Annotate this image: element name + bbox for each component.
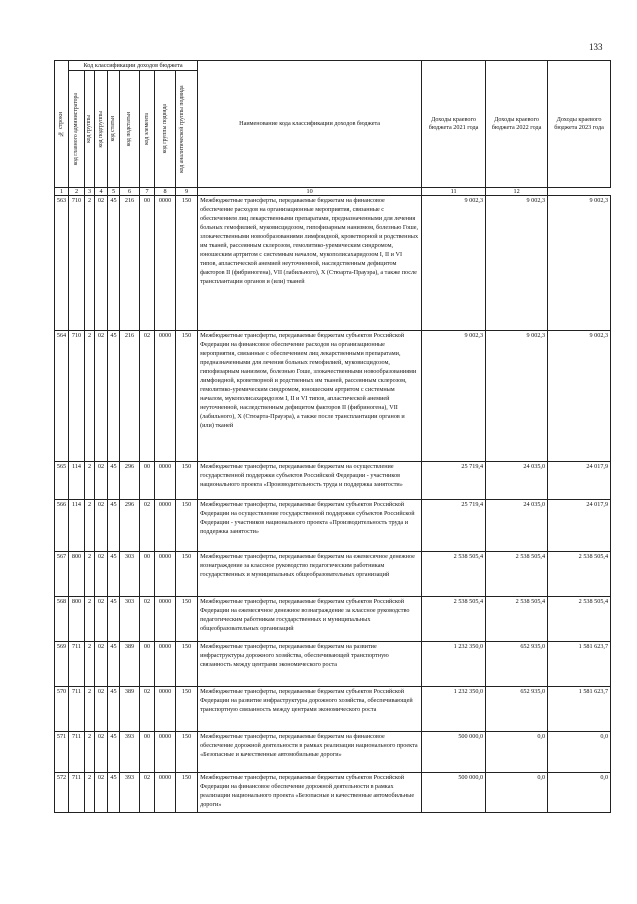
revenue-name: Межбюджетные трансферты, передаваемые бюджетам субъектов Российской Федерации на ежемесячное денежное вознаграждение за классное руководство педагогическим работникам государственных и муниципальных общеобразовательных организаций [198, 597, 422, 642]
amount-2022: 2 538 505,4 [486, 597, 548, 642]
revenue-name: Межбюджетные трансферты, передаваемые бюджетам на осуществление государственной поддержки субъектов Российской Федерации - участников национального проекта «Производительность труда и поддержка занятости» [198, 462, 422, 500]
code-article: 45 [108, 196, 120, 331]
code-subtype: 0000 [155, 687, 176, 732]
table-row [55, 732, 611, 773]
code-subgroup: 02 [95, 500, 108, 552]
code-group: 2 [85, 552, 95, 597]
revenue-table [54, 60, 611, 813]
code-admin: 114 [69, 462, 85, 500]
code-subtype: 0000 [155, 331, 176, 462]
code-analytic: 150 [176, 552, 198, 597]
amount-2022: 9 002,3 [486, 196, 548, 331]
code-subgroup: 02 [95, 642, 108, 687]
amount-2021: 9 002,3 [422, 331, 486, 462]
revenue-name: Межбюджетные трансферты, передаваемые бюджетам субъектов Российской Федерации на финансовое обеспечение дорожной деятельности в рамках реализации национального проекта «Безопасные и качественные автомобильные дороги» [198, 773, 422, 813]
code-subtype: 0000 [155, 552, 176, 597]
code-subarticle: 389 [120, 642, 140, 687]
header-row-no: № строки [55, 61, 69, 188]
table-row [55, 196, 611, 331]
amount-2021: 2 538 505,4 [422, 597, 486, 642]
header-code-col: код аналитической группы подвида [176, 71, 198, 188]
table-row [55, 500, 611, 552]
amount-2022: 2 538 505,4 [486, 552, 548, 597]
table-row [55, 331, 611, 462]
code-subtype: 0000 [155, 642, 176, 687]
code-subgroup: 02 [95, 773, 108, 813]
code-article: 45 [108, 552, 120, 597]
code-subtype: 0000 [155, 773, 176, 813]
code-article: 45 [108, 773, 120, 813]
code-admin: 710 [69, 196, 85, 331]
header-name: Наименование кода классификации доходов бюджета [198, 61, 422, 188]
amount-2022: 652 935,0 [486, 642, 548, 687]
code-group: 2 [85, 732, 95, 773]
header-code-col: код подстатьи [120, 71, 140, 188]
header-code-col: код группы подвида [155, 71, 176, 188]
code-analytic: 150 [176, 642, 198, 687]
code-admin: 800 [69, 597, 85, 642]
revenue-name: Межбюджетные трансферты, передаваемые бюджетам на финансовое обеспечение дорожной деятельности в рамках реализации национального проекта «Безопасные и качественные автомобильные дороги» [198, 732, 422, 773]
amount-2023: 24 017,9 [548, 500, 611, 552]
row-number: 565 [55, 462, 69, 500]
row-number: 570 [55, 687, 69, 732]
code-article: 45 [108, 687, 120, 732]
code-element: 00 [140, 732, 155, 773]
header-code-group: Код классификации доходов бюджета [69, 61, 198, 71]
table-row [55, 642, 611, 687]
code-subarticle: 303 [120, 597, 140, 642]
amount-2023: 0,0 [548, 773, 611, 813]
amount-2021: 25 719,4 [422, 500, 486, 552]
revenue-name: Межбюджетные трансферты, передаваемые бюджетам на развитие инфраструктуры дорожного хозяйства, обеспечивающей транспортную связанность между центрами экономического роста [198, 642, 422, 687]
amount-2023: 2 538 505,4 [548, 552, 611, 597]
amount-2023: 24 017,9 [548, 462, 611, 500]
code-group: 2 [85, 597, 95, 642]
row-number: 567 [55, 552, 69, 597]
code-element: 02 [140, 687, 155, 732]
code-analytic: 150 [176, 597, 198, 642]
code-article: 45 [108, 331, 120, 462]
amount-2021: 9 002,3 [422, 196, 486, 331]
code-admin: 711 [69, 687, 85, 732]
code-admin: 711 [69, 773, 85, 813]
code-analytic: 150 [176, 732, 198, 773]
header-code-col: код группы [85, 71, 95, 188]
code-admin: 711 [69, 642, 85, 687]
amount-2021: 1 232 350,0 [422, 642, 486, 687]
code-subtype: 0000 [155, 462, 176, 500]
code-element: 00 [140, 196, 155, 331]
code-subgroup: 02 [95, 687, 108, 732]
code-article: 45 [108, 500, 120, 552]
code-subgroup: 02 [95, 462, 108, 500]
revenue-name: Межбюджетные трансферты, передаваемые бюджетам субъектов Российской Федерации на развитие инфраструктуры дорожного хозяйства, обеспечивающей транспортную связанность между центрами экономического роста [198, 687, 422, 732]
header-year-2022: Доходы краевого бюджета 2022 года [486, 61, 548, 188]
code-article: 45 [108, 642, 120, 687]
code-group: 2 [85, 500, 95, 552]
code-subarticle: 296 [120, 462, 140, 500]
code-subarticle: 296 [120, 500, 140, 552]
code-element: 02 [140, 597, 155, 642]
amount-2023: 2 538 505,4 [548, 597, 611, 642]
amount-2021: 2 538 505,4 [422, 552, 486, 597]
amount-2022: 9 002,3 [486, 331, 548, 462]
revenue-name: Межбюджетные трансферты, передаваемые бюджетам на финансовое обеспечение расходов на организационные мероприятия, связанные с обеспечением лиц лекарственными препаратами, предназначенными для лечения больных гемофилией, муковисцидозом, гипофизарным нанизмом, болезнью Гоше, злокачественными новообразованиями лимфоидной, кроветворной и родственных им тканей, рассеянным склерозом, гемолитико-уремическим синдромом, юношеским артритом с системным началом, мукополисахаридозом I, II и VI типов, апластической анемией неуточненной, наследственным дефицитом факторов II (фибриногена), VII (лабильного), X (Стюарта-Прауэра), а также после трансплантации органов и (или) тканей [198, 196, 422, 331]
amount-2022: 0,0 [486, 773, 548, 813]
code-analytic: 150 [176, 196, 198, 331]
code-article: 45 [108, 732, 120, 773]
amount-2022: 0,0 [486, 732, 548, 773]
code-element: 00 [140, 642, 155, 687]
amount-2022: 652 935,0 [486, 687, 548, 732]
code-group: 2 [85, 462, 95, 500]
code-admin: 800 [69, 552, 85, 597]
revenue-name: Межбюджетные трансферты, передаваемые бюджетам на ежемесячное денежное вознаграждение за классное руководство педагогическим работникам государственных и муниципальных общеобразовательных организаций [198, 552, 422, 597]
amount-2022: 24 035,0 [486, 462, 548, 500]
code-subarticle: 393 [120, 773, 140, 813]
amount-2023: 9 002,3 [548, 196, 611, 331]
row-number: 568 [55, 597, 69, 642]
code-element: 00 [140, 552, 155, 597]
code-group: 2 [85, 331, 95, 462]
code-element: 02 [140, 500, 155, 552]
row-number: 563 [55, 196, 69, 331]
header-code-col: код элемента [140, 71, 155, 188]
code-subtype: 0000 [155, 732, 176, 773]
code-article: 45 [108, 462, 120, 500]
table-row [55, 462, 611, 500]
page-number: 133 [589, 42, 603, 52]
header-code-col: код главного администратора [69, 71, 85, 188]
amount-2022: 24 035,0 [486, 500, 548, 552]
code-element: 02 [140, 773, 155, 813]
amount-2023: 9 002,3 [548, 331, 611, 462]
code-subgroup: 02 [95, 196, 108, 331]
header-year-2021: Доходы краевого бюджета 2021 года [422, 61, 486, 188]
code-analytic: 150 [176, 331, 198, 462]
code-subtype: 0000 [155, 500, 176, 552]
header-code-col: код статьи [108, 71, 120, 188]
code-element: 00 [140, 462, 155, 500]
code-group: 2 [85, 196, 95, 331]
code-subgroup: 02 [95, 552, 108, 597]
code-subtype: 0000 [155, 196, 176, 331]
amount-2021: 1 232 350,0 [422, 687, 486, 732]
code-subarticle: 216 [120, 196, 140, 331]
code-admin: 710 [69, 331, 85, 462]
amount-2023: 1 581 623,7 [548, 642, 611, 687]
code-admin: 114 [69, 500, 85, 552]
amount-2021: 25 719,4 [422, 462, 486, 500]
table-row [55, 552, 611, 597]
row-number: 569 [55, 642, 69, 687]
revenue-name: Межбюджетные трансферты, передаваемые бюджетам субъектов Российской Федерации на финансовое обеспечение расходов на организационные мероприятия, связанные с обеспечением лиц лекарственными препаратами, предназначенными для лечения больных гемофилией, муковисцидозом, гипофизарным нанизмом, болезнью Гоше, злокачественными новообразованиями лимфоидной, кроветворной и родственных им тканей, рассеянным склерозом, гемолитико-уремическим синдромом, юношеским артритом с системным началом, мукополисахаридозом I, II и VI типов, апластической анемией неуточненной, наследственным дефицитом факторов II (фибриногена), VII (лабильного), X (Стюарта-Прауэра), а также после трансплантации органов и (или) тканей [198, 331, 422, 462]
code-analytic: 150 [176, 500, 198, 552]
code-subgroup: 02 [95, 732, 108, 773]
table-row [55, 773, 611, 813]
revenue-name: Межбюджетные трансферты, передаваемые бюджетам субъектов Российской Федерации на осуществление государственной поддержки субъектов Российской Федерации - участников национального проекта «Производительность труда и поддержка занятости» [198, 500, 422, 552]
code-group: 2 [85, 642, 95, 687]
code-group: 2 [85, 773, 95, 813]
amount-2023: 1 581 623,7 [548, 687, 611, 732]
amount-2021: 500 000,0 [422, 732, 486, 773]
code-subarticle: 216 [120, 331, 140, 462]
code-subarticle: 303 [120, 552, 140, 597]
code-admin: 711 [69, 732, 85, 773]
code-subgroup: 02 [95, 597, 108, 642]
code-subarticle: 393 [120, 732, 140, 773]
row-number: 572 [55, 773, 69, 813]
code-subgroup: 02 [95, 331, 108, 462]
amount-2023: 0,0 [548, 732, 611, 773]
row-number: 566 [55, 500, 69, 552]
table-row [55, 597, 611, 642]
column-number-row: 1 2 3 4 5 6 7 8 9 10 11 12 [55, 188, 611, 196]
code-analytic: 150 [176, 687, 198, 732]
code-analytic: 150 [176, 773, 198, 813]
header-year-2023: Доходы краевого бюджета 2023 года [548, 61, 611, 188]
header-code-col: код подгруппы [95, 71, 108, 188]
code-subtype: 0000 [155, 597, 176, 642]
row-number: 571 [55, 732, 69, 773]
code-element: 02 [140, 331, 155, 462]
code-article: 45 [108, 597, 120, 642]
code-subarticle: 389 [120, 687, 140, 732]
amount-2021: 500 000,0 [422, 773, 486, 813]
table-row [55, 687, 611, 732]
row-number: 564 [55, 331, 69, 462]
code-group: 2 [85, 687, 95, 732]
code-analytic: 150 [176, 462, 198, 500]
